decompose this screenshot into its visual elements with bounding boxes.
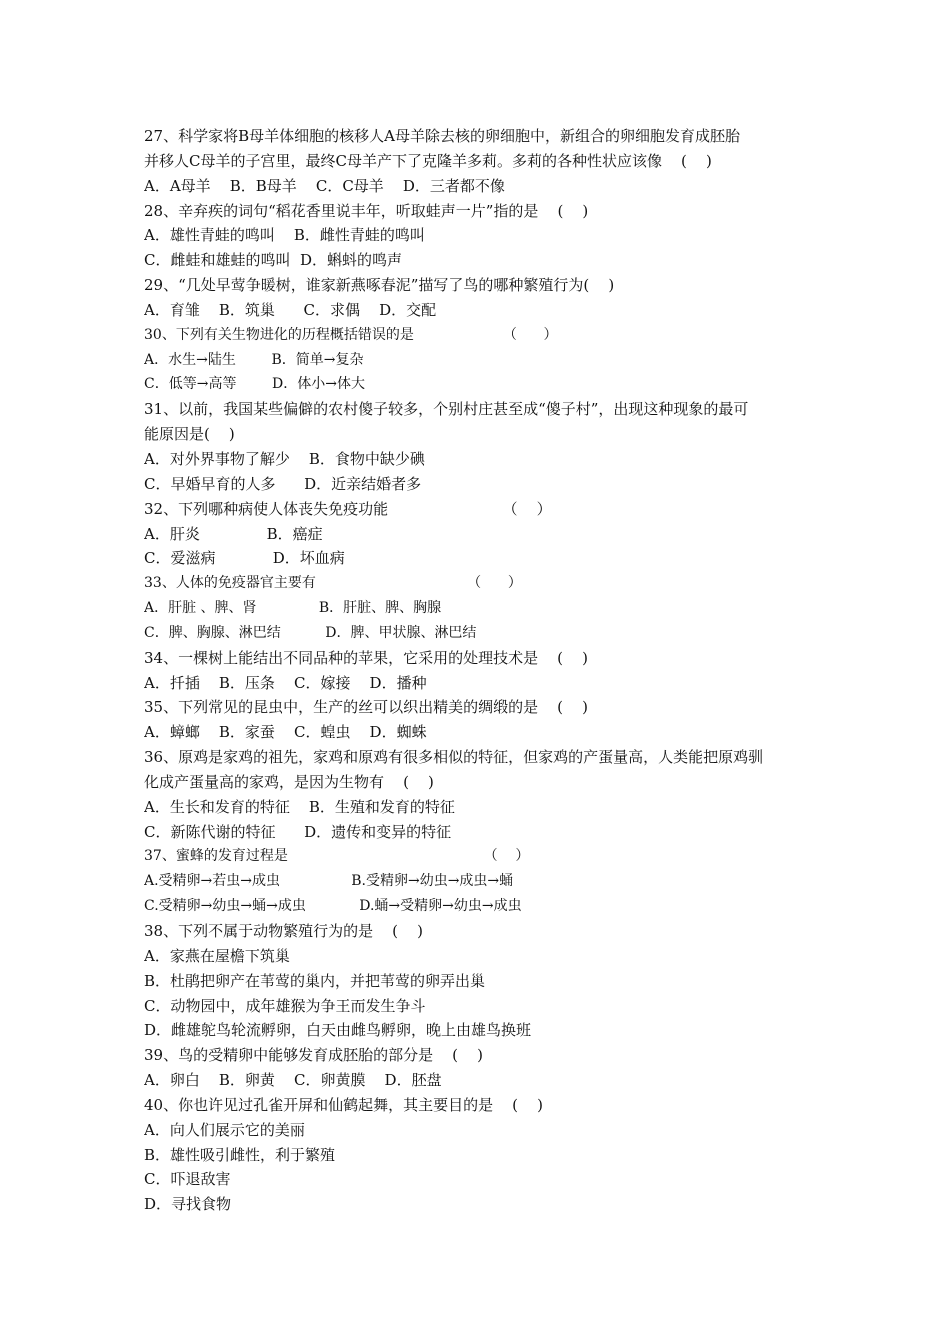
text-line: 33、人体的免疫器官主要有 （ ） (144, 575, 522, 592)
text-line: 35、下列常见的昆虫中，生产的丝可以织出精美的绸缎的是 ( ) (144, 698, 588, 717)
text-line: 27、科学家将B母羊体细胞的核移人A母羊除去核的卵细胞中，新组合的卵细胞发育成胚胎 (144, 127, 740, 145)
text-line: A．对外界事物了解少 B．食物中缺少碘 (144, 449, 425, 468)
text-line: 40、你也许见过孔雀开屏和仙鹤起舞，其主要目的是 ( ) (144, 1095, 543, 1114)
text-line: A．A母羊 B．B母羊 C．C母羊 D．三者都不像 (144, 176, 505, 195)
text-line: A．肝脏 、脾、肾 B．肝脏、脾、胸腺 (144, 600, 442, 617)
text-line: 34、一棵树上能结出不同品种的苹果，它采用的处理技术是 ( ) (144, 648, 588, 667)
text-line: A．蟑螂 B．家蚕 C．蝗虫 D．蜘蛛 (144, 723, 427, 742)
text-line: C．爱滋病 D．坏血病 (144, 549, 345, 568)
text-line: C.受精卵→幼虫→蛹→成虫 D.蛹→受精卵→幼虫→成虫 (144, 898, 522, 915)
text-line: A.受精卵→若虫→成虫 B.受精卵→幼虫→成虫→蛹 (144, 873, 514, 890)
text-line: 29、“几处早莺争暖树，谁家新燕啄春泥”描写了鸟的哪种繁殖行为( ) (144, 276, 615, 295)
text-line: 39、鸟的受精卵中能够发育成胚胎的部分是 ( ) (144, 1046, 483, 1065)
text-line: A．扦插 B．压条 C．嫁接 D．播种 (144, 673, 427, 692)
text-line: A．水生→陆生 B．简单→复杂 (144, 351, 364, 368)
text-line: 28、辛弃疾的词句“稻花香里说丰年，听取蛙声一片”指的是 ( ) (144, 201, 589, 220)
text-line: 化成产蛋量高的家鸡，是因为生物有 ( ) (144, 772, 434, 791)
text-line: C．动物园中，成年雄猴为争王而发生争斗 (144, 996, 426, 1015)
text-line: 37、蜜蜂的发育过程是 （ ） (144, 848, 530, 865)
text-line: A．家燕在屋檐下筑巢 (144, 946, 290, 965)
text-line: 31、以前，我国某些偏僻的农村傻子较多，个别村庄甚至成“傻子村”，出现这种现象的最可 (144, 400, 749, 419)
text-line: C．早婚早育的人多 D．近亲结婚者多 (144, 474, 422, 493)
text-line: B．雄性吸引雌性，利于繁殖 (144, 1145, 336, 1164)
text-line: 能原因是( ) (144, 425, 235, 444)
text-line: C．雌蛙和雄蛙的鸣叫 D．蝌蚪的鸣声 (144, 251, 403, 270)
text-line: D．寻找食物 (144, 1195, 232, 1214)
text-line: A．向人们展示它的美丽 (144, 1120, 305, 1139)
text-line: C．脾、胸腺、淋巴结 D．脾、甲状腺、淋巴结 (144, 624, 477, 641)
text-line: 并移人C母羊的子宫里，最终C母羊产下了克隆羊多莉。多莉的各种性状应该像 ( ) (144, 151, 712, 170)
text-line: A．育雏 B．筑巢 C．求偶 D．交配 (144, 300, 437, 319)
text-line: 38、下列不属于动物繁殖行为的是 ( ) (144, 922, 423, 940)
text-line: 32、下列哪种病使人体丧失免疫功能 （ ） (144, 499, 552, 518)
question-list (144, 124, 814, 1217)
text-line: A．肝炎 B．癌症 (144, 524, 323, 543)
text-line: C．吓退敌害 (144, 1170, 231, 1189)
text-line: C．新陈代谢的特征 D．遗传和变异的特征 (144, 822, 452, 841)
text-line: D．雌雄鸵鸟轮流孵卵，白天由雌鸟孵卵，晚上由雄鸟换班 (144, 1021, 532, 1040)
text-line: A．生长和发育的特征 B．生殖和发育的特征 (144, 797, 455, 816)
text-line: 30、下列有关生物进化的历程概括错误的是 （ ） (144, 326, 558, 343)
text-line: A．卵白 B．卵黄 C．卵黄膜 D．胚盘 (144, 1071, 442, 1090)
text-line: A．雄性青蛙的鸣叫 B．雌性青蛙的鸣叫 (144, 226, 425, 245)
text-line: C．低等→高等 D．体小→体大 (144, 376, 365, 393)
text-line: B．杜鹃把卵产在苇莺的巢内，并把苇莺的卵弄出巢 (144, 971, 486, 990)
text-line: 36、原鸡是家鸡的祖先，家鸡和原鸡有很多相似的特征，但家鸡的产蛋量高，人类能把原鸡驯 (144, 748, 764, 767)
